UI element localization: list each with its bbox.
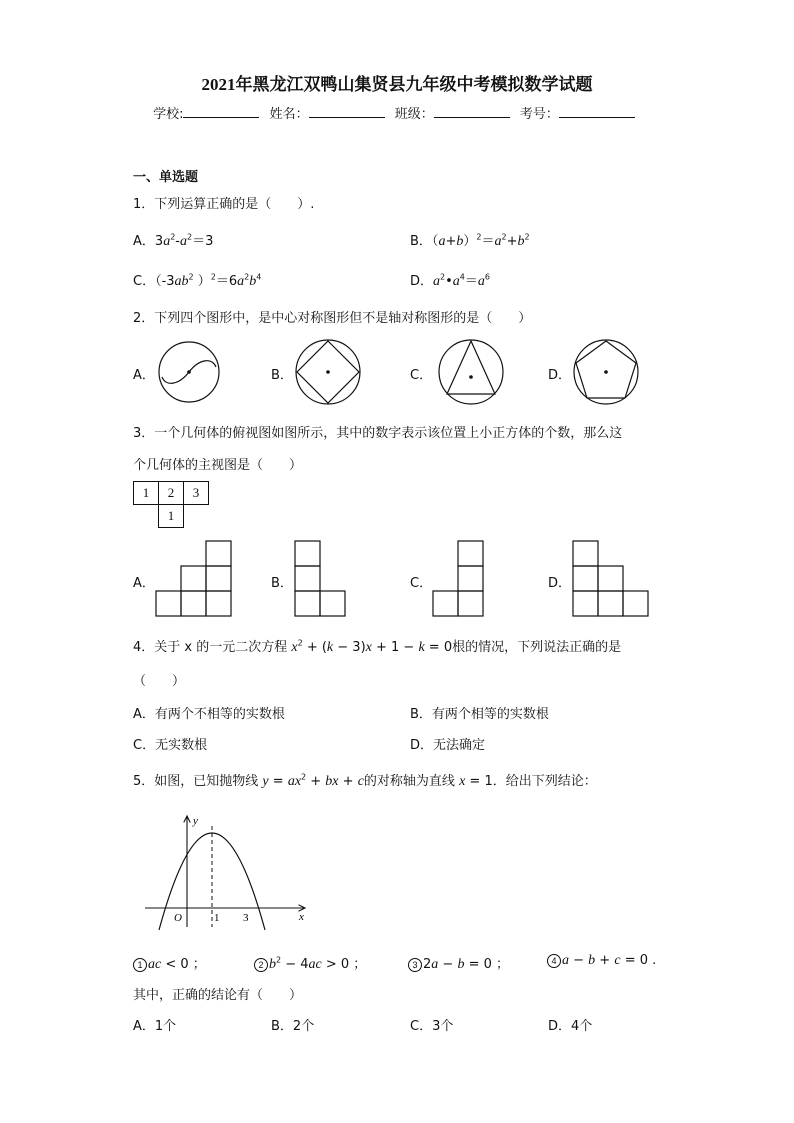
q3-d-label[interactable]: D． [548,576,572,591]
q1-a-label: A． [133,234,155,249]
exam-no-field[interactable] [559,106,635,118]
q3-b-label[interactable]: B． [271,576,293,591]
q2-a-label[interactable]: A． [133,368,155,383]
q3-a-label[interactable]: A． [133,576,155,591]
q3-stem-line1: 3．一个几何体的俯视图如图所示，其中的数字表示该位置上小正方体的个数，那么这 [133,426,623,441]
q1-option-d[interactable]: D．$a^2•a^4=a^6$ [410,272,490,289]
exam-no-label: 考号： [519,107,559,122]
q1-option-c[interactable]: C．（$-3ab^2$ ）$^2=6a^2b^4$ [133,272,262,289]
tick-3-label: 3 [243,912,249,924]
q5-conclusion-1: 1 ac < 0 ； [133,953,206,973]
q2-figure-b-square-in-circle [293,337,363,407]
q3-figure-a [156,540,236,620]
y-axis-label: y [193,815,198,827]
q4-option-d[interactable]: D．无法确定 [410,738,486,753]
circled-4-icon: 4 [547,954,561,968]
q2-figure-c-triangle-in-circle [436,337,506,407]
circled-2-icon: 2 [254,958,268,972]
grid-cell: 1 [134,482,159,505]
q2-d-label[interactable]: D． [548,368,572,383]
q4-equation: $x^2 + (k - 3)x + 1 - k = 0$ [291,638,453,655]
q2-figure-d-pentagon-in-circle [571,337,641,407]
grid-cell: 2 [159,482,184,505]
q5-stem-prefix: 5．如图，已知抛物线 [133,774,259,789]
q3-figure-c [433,540,513,620]
q5-conclusion-2: 2 $b^2 - 4ac > 0$ ； [254,953,366,973]
q3-c-label[interactable]: C． [410,576,433,591]
origin-label: O [174,912,182,924]
q4-option-a[interactable]: A．有两个不相等的实数根 [133,707,285,722]
grid-cell-empty [134,505,159,528]
q1-b-label: B． [410,234,432,249]
section-title: 一、单选题 [133,170,199,185]
grid-cell: 3 [184,482,209,505]
school-label: 学校: [153,107,184,122]
q5-option-d[interactable]: D．4个 [548,1019,593,1034]
grid-cell: 1 [159,505,184,528]
q5-option-b[interactable]: B．2个 [271,1019,315,1034]
q5-option-c[interactable]: C．3个 [410,1019,454,1034]
school-field[interactable] [183,106,259,118]
q5-parabola-eq: $y = ax^2$ + bx + c [262,772,364,789]
q2-stem: 2．下列四个图形中，是中心对称图形但不是轴对称图形的是（ ） [133,311,532,326]
q5-conclusion-4: 4 a − b + c = 0 . [547,953,656,969]
q1-option-b[interactable]: B．$(a+b)^2=a^2+b^2$ [410,232,530,249]
q4-option-b[interactable]: B．有两个相等的实数根 [410,707,549,722]
q4-stem [133,636,621,656]
q1-c-label: C． [133,274,156,289]
circled-3-icon: 3 [408,958,422,972]
circled-1-icon: 1 [133,958,147,972]
q1-stem: 1．下列运算正确的是（ ）. [133,197,315,212]
q3-figure-b [295,540,375,620]
student-info-line [0,103,794,122]
page-title: 2021年黑龙江双鸭山集贤县九年级中考模拟数学试题 [201,75,593,94]
q5-option-a[interactable]: A．1个 [133,1019,177,1034]
q3-stem-line2: 个几何体的主视图是（ ） [133,458,303,473]
name-field[interactable] [309,106,385,118]
q5-stem-mid: 的对称轴为直线 [363,774,455,789]
class-field[interactable] [434,106,510,118]
q4-stem-line2: （ ） [133,674,186,689]
q5-parabola-graph [145,812,315,932]
q4-stem-prefix: 4．关于 x 的一元二次方程 [133,640,288,655]
x-axis-label: x [299,911,304,923]
class-label: 班级： [394,107,434,122]
q3-figure-d [573,540,653,620]
q5-conclusion-3: 3 2a − b = 0 ； [408,953,509,973]
q5-axis-eq: x = 1 [459,774,493,789]
q1-option-a[interactable]: A．$3a^2-a^2=3$ [133,232,214,249]
q5-conclusions-lead: 其中，正确的结论有（ ） [133,988,303,1003]
q1-d-label: D． [410,274,434,289]
q4-stem-suffix: 根的情况，下列说法正确的是 [452,640,622,655]
tick-1-label: 1 [214,912,220,924]
q5-stem [133,770,597,790]
q2-figure-a-yinyang [154,339,224,409]
q2-c-label[interactable]: C． [410,368,433,383]
q2-b-label[interactable]: B． [271,368,293,383]
q3-top-view-grid [133,481,209,528]
name-label: 姓名： [269,107,309,122]
q5-stem-suffix: ．给出下列结论： [492,774,597,789]
grid-cell-empty [184,505,209,528]
q4-option-c[interactable]: C．无实数根 [133,738,208,753]
